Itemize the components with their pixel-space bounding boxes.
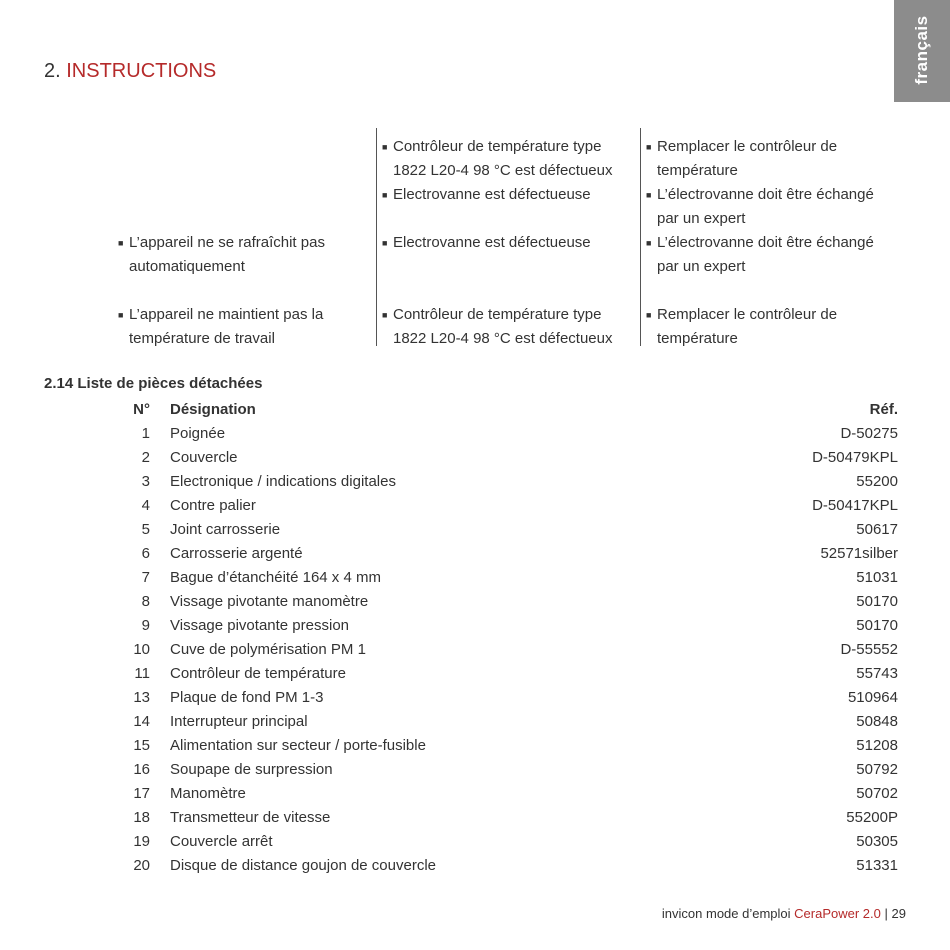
table-row — [0, 542, 950, 566]
bullet-marker: ■ — [382, 190, 388, 200]
remedy-text: L’électrovanne doit être échangé par un expert — [657, 234, 874, 275]
part-reference: 55743 — [856, 665, 898, 682]
parts-list-heading: 2.14 Liste de pièces détachées — [44, 375, 263, 392]
problem-item — [118, 303, 368, 351]
part-reference: 510964 — [847, 689, 898, 706]
part-number: 17 — [133, 785, 150, 802]
part-reference: 52571silber — [820, 545, 898, 562]
part-designation: Bague d’étanchéité 164 x 4 mm — [170, 569, 381, 586]
part-designation: Couvercle arrêt — [170, 833, 273, 850]
table-row — [0, 854, 950, 878]
page-title — [44, 60, 216, 83]
part-reference: D-50417KPL — [812, 497, 898, 514]
column-header-number: N° — [133, 401, 150, 418]
table-row — [0, 662, 950, 686]
part-number: 11 — [134, 665, 150, 682]
problem-text: L’appareil ne maintient pas la température de travail — [129, 306, 324, 347]
table-row — [0, 422, 950, 446]
part-designation: Interrupteur principal — [170, 713, 308, 730]
cause-text: Electrovanne est défectueuse — [393, 186, 591, 203]
column-header-reference: Réf. — [869, 401, 898, 418]
part-number: 5 — [141, 521, 150, 538]
bullet-marker: ■ — [118, 238, 124, 248]
column-header-designation: Désignation — [170, 401, 256, 418]
part-number: 4 — [141, 497, 150, 514]
language-tab-label: français — [912, 15, 931, 85]
remedy-item — [646, 183, 892, 231]
part-designation: Vissage pivotante pression — [170, 617, 350, 634]
table-row — [0, 638, 950, 662]
part-designation: Cuve de polymérisation PM 1 — [170, 641, 366, 658]
footer-separator: | — [884, 906, 888, 921]
table-row — [0, 758, 950, 782]
part-number: 9 — [141, 617, 150, 634]
cause-item — [382, 231, 628, 255]
part-number: 15 — [133, 737, 150, 754]
part-number: 7 — [141, 569, 150, 586]
part-designation: Carrosserie argenté — [170, 545, 303, 562]
problem-text: L’appareil ne se rafraîchit pas automatiquement — [129, 234, 325, 275]
cause-text: Electrovanne est défectueuse — [393, 234, 591, 251]
table-row — [0, 830, 950, 854]
footer-text: invicon mode d’emploi — [661, 906, 791, 921]
problem-cell — [118, 303, 368, 351]
remedy-cell — [646, 135, 892, 231]
cause-cell — [382, 231, 628, 255]
part-designation: Couvercle — [170, 449, 238, 466]
cause-item — [382, 135, 628, 183]
part-reference: 51331 — [856, 857, 898, 874]
remedy-item — [646, 231, 892, 279]
part-reference: 50170 — [856, 593, 898, 610]
part-designation: Joint carrosserie — [170, 521, 281, 538]
part-reference: 50848 — [856, 713, 898, 730]
part-number: 19 — [133, 833, 150, 850]
table-row — [0, 734, 950, 758]
table-row — [0, 806, 950, 830]
table-row — [0, 566, 950, 590]
bullet-marker: ■ — [646, 238, 652, 248]
part-number: 14 — [133, 713, 150, 730]
part-reference: 51031 — [856, 569, 898, 586]
table-row — [0, 782, 950, 806]
cause-cell — [382, 303, 628, 351]
language-tab[interactable] — [894, 0, 950, 102]
part-designation: Poignée — [170, 425, 226, 442]
part-number: 3 — [141, 473, 150, 490]
bullet-marker: ■ — [118, 310, 124, 320]
table-row — [0, 494, 950, 518]
part-designation: Plaque de fond PM 1-3 — [170, 689, 324, 706]
part-number: 10 — [133, 641, 150, 658]
section-number: 2. — [44, 60, 61, 82]
table-row — [0, 614, 950, 638]
bullet-marker: ■ — [646, 190, 652, 200]
part-reference: 50702 — [856, 785, 898, 802]
cause-item — [382, 303, 628, 351]
part-reference: D-50479KPL — [812, 449, 898, 466]
part-number: 8 — [141, 593, 150, 610]
cause-item — [382, 183, 628, 207]
problem-cell — [118, 231, 368, 279]
remedy-text: Remplacer le contrôleur de température — [657, 306, 838, 347]
page-number: 29 — [891, 906, 906, 921]
bullet-marker: ■ — [382, 238, 388, 248]
part-designation: Contrôleur de température — [170, 665, 346, 682]
cause-cell — [382, 135, 628, 207]
table-row — [0, 518, 950, 542]
part-designation: Alimentation sur secteur / porte-fusible — [170, 737, 426, 754]
bullet-marker: ■ — [382, 310, 388, 320]
part-designation: Manomètre — [170, 785, 246, 802]
column-divider — [640, 128, 641, 346]
page-footer — [662, 906, 906, 921]
part-reference: 50170 — [856, 617, 898, 634]
table-row — [0, 590, 950, 614]
bullet-marker: ■ — [646, 310, 652, 320]
table-row — [0, 686, 950, 710]
remedy-cell — [646, 231, 892, 279]
part-number: 2 — [141, 449, 150, 466]
column-divider — [376, 128, 377, 346]
part-number: 6 — [141, 545, 150, 562]
remedy-text: Remplacer le contrôleur de température — [657, 138, 838, 179]
remedy-text: L’électrovanne doit être échangé par un expert — [657, 186, 874, 227]
remedy-item — [646, 303, 892, 351]
part-reference: 50792 — [856, 761, 898, 778]
part-reference: 55200 — [856, 473, 898, 490]
part-designation: Soupape de surpression — [170, 761, 333, 778]
part-number: 20 — [133, 857, 150, 874]
part-number: 1 — [141, 425, 150, 442]
bullet-marker: ■ — [382, 142, 388, 152]
part-designation: Disque de distance goujon de couvercle — [170, 857, 437, 874]
bullet-marker: ■ — [646, 142, 652, 152]
footer-brand: CeraPower 2.0 — [794, 906, 881, 921]
remedy-cell — [646, 303, 892, 351]
part-number: 13 — [133, 689, 150, 706]
table-row — [0, 470, 950, 494]
part-designation: Vissage pivotante manomètre — [170, 593, 369, 610]
cause-text: Contrôleur de température type 1822 L20-4 98 °C est défectueux — [393, 306, 613, 347]
part-designation: Transmetteur de vitesse — [170, 809, 331, 826]
part-reference: D-55552 — [840, 641, 898, 658]
remedy-item — [646, 135, 892, 183]
part-reference: D-50275 — [840, 425, 898, 442]
table-row — [0, 446, 950, 470]
part-reference: 50617 — [856, 521, 898, 538]
section-title-text: INSTRUCTIONS — [66, 60, 217, 82]
part-number: 16 — [133, 761, 150, 778]
part-number: 18 — [133, 809, 150, 826]
problem-item — [118, 231, 368, 279]
cause-text: Contrôleur de température type 1822 L20-4 98 °C est défectueux — [393, 138, 613, 179]
table-row — [0, 710, 950, 734]
part-reference: 55200P — [846, 809, 898, 826]
part-reference: 51208 — [856, 737, 898, 754]
part-designation: Contre palier — [170, 497, 256, 514]
parts-table-header — [0, 398, 950, 422]
part-designation: Electronique / indications digitales — [170, 473, 396, 490]
part-reference: 50305 — [856, 833, 898, 850]
